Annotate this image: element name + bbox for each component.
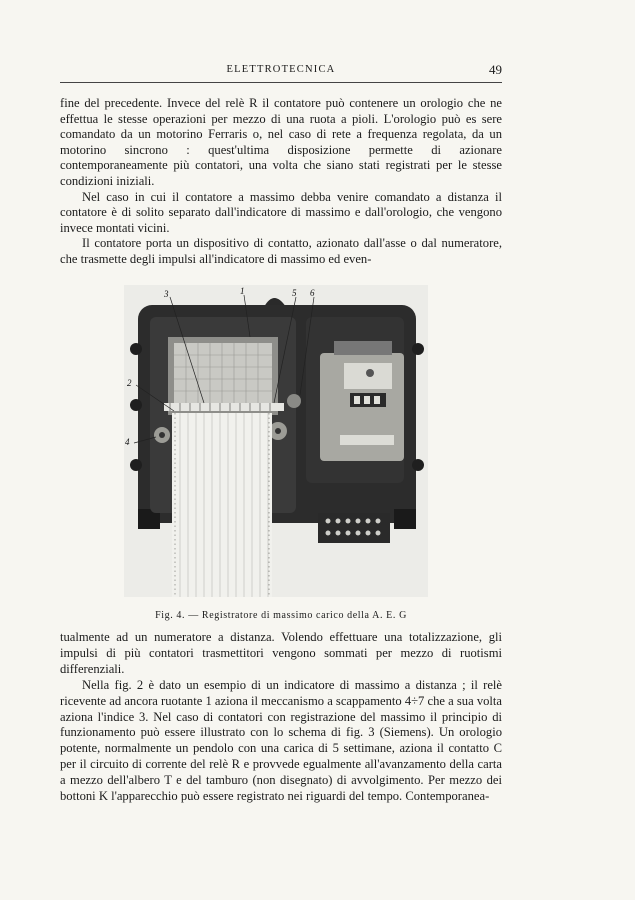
terminal-block	[318, 513, 390, 543]
paragraph: Il contatore porta un dispositivo di contatto, azionato dall'asse o dal numeratore, che trasmette degli impulsi all'indicatore di massimo ed even-	[60, 236, 502, 266]
page-number: 49	[489, 62, 502, 77]
paragraph: tualmente ad un numeratore a distanza. Volendo effettuare una totalizzazione, gli impulsi di più contatori trasmettitori vengono sommati per mezzo di ruotismi differenziali.	[60, 630, 502, 676]
figure-label: 1	[240, 286, 245, 296]
paragraph: Nella fig. 2 è dato un esempio di un indicatore di massimo a distanza ; il relè ricevente ad ancora ruotante 1 aziona il meccanismo a scappamento 4÷7 che a sua volta aziona l'indice 3. Nel caso di contatori con registrazione del massimo il principio di funzionamento può essere illustrato con lo schema di fig. 3 (Siemens). Un orologio potente, normalmente un pendolo con una carica di 5 settimane, aziona il contatto C per il circuito di corrente del relè R e provvede egualmente all'avanzamento della carta a mezzo dell'albero T e del tamburo (non disegnato) di avvolgimento. Per mezzo dei bottoni K l'apparecchio può essere registrato nei riguardi del tempo. Contemporanea-	[60, 677, 502, 804]
body-text-top	[60, 96, 502, 268]
figure-label: 2	[127, 378, 132, 388]
paper-strip	[172, 413, 272, 597]
paragraph: Nel caso in cui il contatore a massimo debba venire comandato a distanza il contatore è di solito separato dall'indicatore di massimo e dall'orologio, che vengono invece montati vicini.	[60, 189, 502, 235]
running-header	[60, 62, 502, 80]
header-rule	[60, 82, 502, 83]
figure-label: 6	[310, 288, 315, 298]
paragraph: fine del precedente. Invece del relè R il contatore può contenere un orologio che ne effettua le stesse operazioni per mezzo di una ruota a pioli. L'orologio può es sere comandato da un motorino Ferraris o, nel caso di rete a frequenza regolata, da un motorino sincrono : quest'ultima disposizione permette di azionare contemporaneamente più contatori, una volta che siano stati registrati per le stesse condizioni iniziali.	[60, 96, 502, 188]
body-text-bottom	[60, 630, 502, 805]
figure-caption: Fig. 4. — Registratore di massimo carico della A. E. G	[155, 610, 407, 621]
figure-label: 4	[125, 437, 130, 447]
figure-label: 3	[164, 289, 169, 299]
running-title: ELETTROTECNICA	[226, 64, 336, 75]
meter-photo-illustration	[124, 285, 428, 597]
figure-photo	[124, 285, 428, 597]
figure-label: 5	[292, 288, 297, 298]
